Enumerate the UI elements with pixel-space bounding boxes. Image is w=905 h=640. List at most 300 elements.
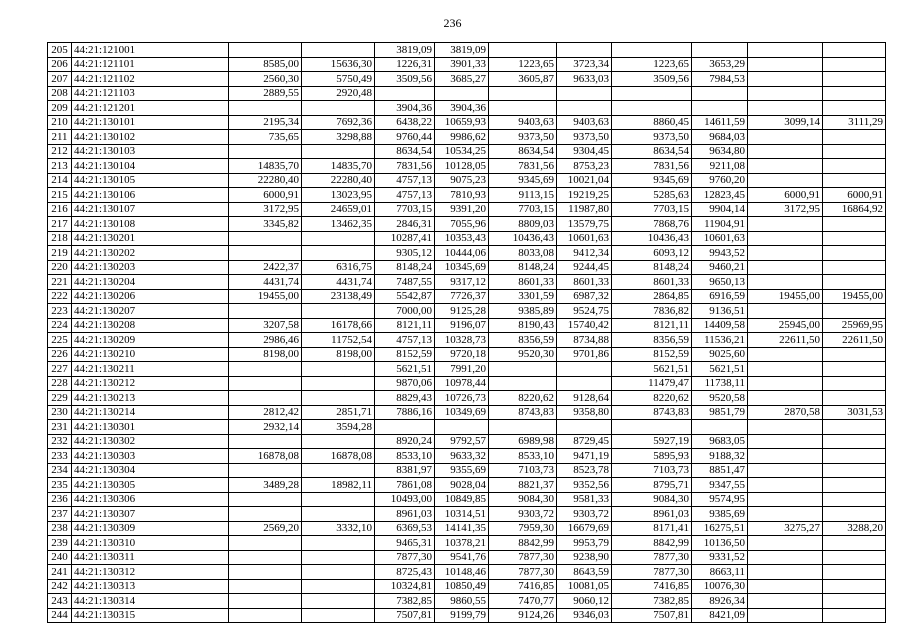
value-cell: 8356,59 [489, 333, 557, 348]
value-cell: 3111,29 [823, 115, 886, 130]
value-cell: 7103,73 [489, 463, 557, 478]
table-row [48, 246, 886, 261]
value-cell [823, 565, 886, 580]
value-cell [489, 86, 557, 101]
value-cell: 3819,09 [375, 43, 435, 58]
value-cell: 9345,69 [489, 173, 557, 188]
value-cell: 18982,11 [302, 478, 375, 493]
value-cell: 9471,19 [557, 449, 612, 464]
row-number-cell: 233 [48, 449, 72, 464]
value-cell [823, 463, 886, 478]
value-cell: 7055,96 [435, 217, 489, 232]
value-cell: 5542,87 [375, 289, 435, 304]
row-number-cell: 228 [48, 376, 72, 391]
value-cell: 8533,10 [489, 449, 557, 464]
value-cell: 9524,75 [557, 304, 612, 319]
value-cell [229, 594, 302, 609]
value-cell [489, 420, 557, 435]
value-cell: 7861,08 [375, 478, 435, 493]
value-cell [823, 478, 886, 493]
value-cell: 10148,46 [435, 565, 489, 580]
value-cell [823, 101, 886, 116]
value-cell [823, 260, 886, 275]
value-cell: 7877,30 [375, 550, 435, 565]
value-cell: 9304,45 [557, 144, 612, 159]
value-cell [823, 72, 886, 87]
value-cell [823, 550, 886, 565]
value-cell [229, 565, 302, 580]
cadastral-number-cell: 44:21:130101 [72, 115, 229, 130]
value-cell [302, 231, 375, 246]
table-row [48, 188, 886, 203]
value-cell: 5621,51 [375, 362, 435, 377]
value-cell: 19219,25 [557, 188, 612, 203]
row-number-cell: 221 [48, 275, 72, 290]
row-number-cell: 234 [48, 463, 72, 478]
value-cell: 7470,77 [489, 594, 557, 609]
value-cell [748, 550, 823, 565]
value-cell: 6000,91 [229, 188, 302, 203]
value-cell [748, 246, 823, 261]
row-number-cell: 231 [48, 420, 72, 435]
row-number-cell: 209 [48, 101, 72, 116]
value-cell [823, 304, 886, 319]
value-cell: 9541,76 [435, 550, 489, 565]
value-cell [489, 376, 557, 391]
value-cell: 8198,00 [302, 347, 375, 362]
value-cell: 9084,30 [489, 492, 557, 507]
table-row [48, 217, 886, 232]
value-cell [748, 159, 823, 174]
value-cell [823, 449, 886, 464]
value-cell: 4757,13 [375, 333, 435, 348]
value-cell: 9391,20 [435, 202, 489, 217]
cadastral-number-cell: 44:21:130211 [72, 362, 229, 377]
value-cell: 3275,27 [748, 521, 823, 536]
value-cell [229, 463, 302, 478]
cadastral-number-cell: 44:21:130209 [72, 333, 229, 348]
value-cell [435, 420, 489, 435]
value-cell: 10345,69 [435, 260, 489, 275]
value-cell [823, 86, 886, 101]
row-number-cell: 244 [48, 608, 72, 623]
value-cell [302, 463, 375, 478]
value-cell [748, 217, 823, 232]
table-row [48, 608, 886, 623]
value-cell: 10850,49 [435, 579, 489, 594]
cadastral-number-cell: 44:21:130203 [72, 260, 229, 275]
value-cell: 10021,04 [557, 173, 612, 188]
value-cell [229, 608, 302, 623]
value-cell [302, 144, 375, 159]
value-cell: 13462,35 [302, 217, 375, 232]
value-cell: 3819,09 [435, 43, 489, 58]
value-cell: 2851,71 [302, 405, 375, 420]
value-cell [612, 86, 692, 101]
value-cell: 9346,03 [557, 608, 612, 623]
value-cell [823, 231, 886, 246]
value-cell [748, 594, 823, 609]
value-cell: 4431,74 [229, 275, 302, 290]
value-cell [557, 362, 612, 377]
table-row [48, 376, 886, 391]
value-cell: 8171,41 [612, 521, 692, 536]
value-cell: 9303,72 [557, 507, 612, 522]
row-number-cell: 239 [48, 536, 72, 551]
table-row [48, 260, 886, 275]
table-row [48, 463, 886, 478]
value-cell: 6000,91 [748, 188, 823, 203]
value-cell: 8725,43 [375, 565, 435, 580]
value-cell: 10081,05 [557, 579, 612, 594]
value-cell: 4757,13 [375, 188, 435, 203]
value-cell: 10849,85 [435, 492, 489, 507]
row-number-cell: 219 [48, 246, 72, 261]
row-number-cell: 213 [48, 159, 72, 174]
value-cell: 10534,25 [435, 144, 489, 159]
value-cell: 25969,95 [823, 318, 886, 333]
value-cell [229, 362, 302, 377]
value-cell: 8220,62 [489, 391, 557, 406]
value-cell [823, 130, 886, 145]
value-cell [748, 260, 823, 275]
value-cell [748, 57, 823, 72]
row-number-cell: 212 [48, 144, 72, 159]
value-cell: 2846,31 [375, 217, 435, 232]
value-cell [748, 536, 823, 551]
value-cell: 3172,95 [229, 202, 302, 217]
value-cell: 2422,37 [229, 260, 302, 275]
value-cell: 8198,00 [229, 347, 302, 362]
value-cell: 9574,95 [692, 492, 748, 507]
value-cell: 5621,51 [612, 362, 692, 377]
value-cell: 8961,03 [375, 507, 435, 522]
row-number-cell: 237 [48, 507, 72, 522]
value-cell: 8033,08 [489, 246, 557, 261]
value-cell: 10444,06 [435, 246, 489, 261]
value-cell [823, 594, 886, 609]
value-cell: 3904,36 [375, 101, 435, 116]
value-cell: 9355,69 [435, 463, 489, 478]
value-cell: 6369,53 [375, 521, 435, 536]
row-number-cell: 220 [48, 260, 72, 275]
table-row [48, 173, 886, 188]
value-cell: 8743,83 [489, 405, 557, 420]
value-cell: 9125,28 [435, 304, 489, 319]
value-cell: 10493,00 [375, 492, 435, 507]
value-cell [229, 43, 302, 58]
cadastral-number-cell: 44:21:130301 [72, 420, 229, 435]
value-cell: 25945,00 [748, 318, 823, 333]
value-cell: 9188,32 [692, 449, 748, 464]
row-number-cell: 205 [48, 43, 72, 58]
value-cell [692, 420, 748, 435]
cadastral-number-cell: 44:21:130303 [72, 449, 229, 464]
value-cell: 7703,15 [612, 202, 692, 217]
value-cell [612, 43, 692, 58]
value-cell: 2195,34 [229, 115, 302, 130]
value-cell: 7382,85 [612, 594, 692, 609]
value-cell [229, 376, 302, 391]
value-cell [748, 579, 823, 594]
value-cell: 14409,58 [692, 318, 748, 333]
value-cell: 2932,14 [229, 420, 302, 435]
cadastral-number-cell: 44:21:130104 [72, 159, 229, 174]
row-number-cell: 210 [48, 115, 72, 130]
value-cell: 7877,30 [612, 565, 692, 580]
value-cell [375, 86, 435, 101]
value-cell: 3288,20 [823, 521, 886, 536]
cadastral-number-cell: 44:21:130310 [72, 536, 229, 551]
value-cell [748, 391, 823, 406]
value-cell: 10287,41 [375, 231, 435, 246]
value-cell: 9986,62 [435, 130, 489, 145]
value-cell: 8842,99 [489, 536, 557, 551]
value-cell: 8601,33 [489, 275, 557, 290]
value-cell: 14835,70 [302, 159, 375, 174]
cadastral-number-cell: 44:21:121103 [72, 86, 229, 101]
value-cell [748, 449, 823, 464]
value-cell: 8634,54 [489, 144, 557, 159]
value-cell [823, 507, 886, 522]
value-cell: 23138,49 [302, 289, 375, 304]
value-cell: 8585,00 [229, 57, 302, 72]
value-cell: 9403,63 [557, 115, 612, 130]
row-number-cell: 217 [48, 217, 72, 232]
value-cell [302, 507, 375, 522]
table-row [48, 449, 886, 464]
value-cell [557, 86, 612, 101]
value-cell: 7831,56 [375, 159, 435, 174]
value-cell [229, 246, 302, 261]
value-cell [748, 43, 823, 58]
value-cell: 2569,20 [229, 521, 302, 536]
value-cell: 9317,12 [435, 275, 489, 290]
value-cell: 9028,04 [435, 478, 489, 493]
value-cell [302, 492, 375, 507]
value-cell: 10659,93 [435, 115, 489, 130]
value-cell: 8920,24 [375, 434, 435, 449]
table-row [48, 579, 886, 594]
value-cell [823, 173, 886, 188]
value-cell [823, 391, 886, 406]
value-cell: 735,65 [229, 130, 302, 145]
value-cell: 2864,85 [612, 289, 692, 304]
value-cell: 6000,91 [823, 188, 886, 203]
table-row [48, 594, 886, 609]
value-cell: 9373,50 [557, 130, 612, 145]
row-number-cell: 211 [48, 130, 72, 145]
table-row [48, 362, 886, 377]
cadastral-number-cell: 44:21:130305 [72, 478, 229, 493]
value-cell [229, 434, 302, 449]
table-row [48, 289, 886, 304]
value-cell [302, 608, 375, 623]
value-cell: 10136,50 [692, 536, 748, 551]
value-cell: 14611,59 [692, 115, 748, 130]
value-cell: 9520,30 [489, 347, 557, 362]
cadastral-number-cell: 44:21:130208 [72, 318, 229, 333]
value-cell: 8523,78 [557, 463, 612, 478]
cadastral-number-cell: 44:21:130309 [72, 521, 229, 536]
row-number-cell: 215 [48, 188, 72, 203]
row-number-cell: 225 [48, 333, 72, 348]
value-cell: 8148,24 [489, 260, 557, 275]
page-number: 236 [443, 16, 462, 30]
value-cell: 16679,69 [557, 521, 612, 536]
value-cell: 7692,36 [302, 115, 375, 130]
cadastral-number-cell: 44:21:121201 [72, 101, 229, 116]
table-row [48, 333, 886, 348]
value-cell [823, 57, 886, 72]
value-cell: 7703,15 [489, 202, 557, 217]
value-cell: 2812,42 [229, 405, 302, 420]
value-cell [302, 594, 375, 609]
value-cell [435, 86, 489, 101]
value-cell: 7382,85 [375, 594, 435, 609]
cadastral-number-cell: 44:21:130213 [72, 391, 229, 406]
value-cell: 1226,31 [375, 57, 435, 72]
value-cell: 9581,33 [557, 492, 612, 507]
value-cell: 3489,28 [229, 478, 302, 493]
value-cell: 7886,16 [375, 405, 435, 420]
table-row [48, 115, 886, 130]
value-cell [823, 434, 886, 449]
value-cell [557, 420, 612, 435]
value-cell: 8121,11 [375, 318, 435, 333]
table-row [48, 130, 886, 145]
table-row [48, 434, 886, 449]
cadastral-number-cell: 44:21:130311 [72, 550, 229, 565]
value-cell: 9412,34 [557, 246, 612, 261]
value-cell [229, 550, 302, 565]
table-row [48, 101, 886, 116]
value-cell [748, 86, 823, 101]
value-cell: 10076,30 [692, 579, 748, 594]
value-cell [692, 86, 748, 101]
value-cell: 8381,97 [375, 463, 435, 478]
value-cell [302, 391, 375, 406]
value-cell: 9684,03 [692, 130, 748, 145]
table-row [48, 304, 886, 319]
value-cell: 9385,69 [692, 507, 748, 522]
cadastral-number-cell: 44:21:130201 [72, 231, 229, 246]
value-cell: 11752,54 [302, 333, 375, 348]
value-cell [748, 130, 823, 145]
value-cell: 16864,92 [823, 202, 886, 217]
value-cell: 7416,85 [612, 579, 692, 594]
value-cell: 8601,33 [612, 275, 692, 290]
value-cell: 9760,44 [375, 130, 435, 145]
value-cell [823, 246, 886, 261]
value-cell: 10436,43 [612, 231, 692, 246]
value-cell [302, 376, 375, 391]
cadastral-number-cell: 44:21:121001 [72, 43, 229, 58]
value-cell: 8190,43 [489, 318, 557, 333]
value-cell: 9238,90 [557, 550, 612, 565]
value-cell: 9373,50 [612, 130, 692, 145]
value-cell: 8152,59 [612, 347, 692, 362]
table-row [48, 478, 886, 493]
value-cell: 7507,81 [375, 608, 435, 623]
value-cell: 22280,40 [229, 173, 302, 188]
value-cell [229, 579, 302, 594]
value-cell: 8152,59 [375, 347, 435, 362]
value-cell [748, 608, 823, 623]
value-cell: 7877,30 [489, 565, 557, 580]
value-cell: 9403,63 [489, 115, 557, 130]
value-cell: 22611,50 [823, 333, 886, 348]
row-number-cell: 208 [48, 86, 72, 101]
value-cell: 9303,72 [489, 507, 557, 522]
value-cell [229, 391, 302, 406]
table-row [48, 521, 886, 536]
value-cell: 9345,69 [612, 173, 692, 188]
row-number-cell: 207 [48, 72, 72, 87]
cadastral-number-cell: 44:21:130212 [72, 376, 229, 391]
value-cell: 7831,56 [489, 159, 557, 174]
value-cell: 11738,11 [692, 376, 748, 391]
table-row [48, 565, 886, 580]
value-cell: 14141,35 [435, 521, 489, 536]
table-row [48, 202, 886, 217]
value-cell: 2560,30 [229, 72, 302, 87]
value-cell: 3031,53 [823, 405, 886, 420]
value-cell [823, 362, 886, 377]
cadastral-number-cell: 44:21:130214 [72, 405, 229, 420]
value-cell: 8809,03 [489, 217, 557, 232]
value-cell: 5927,19 [612, 434, 692, 449]
value-cell: 5285,63 [612, 188, 692, 203]
row-number-cell: 230 [48, 405, 72, 420]
row-number-cell: 235 [48, 478, 72, 493]
table-row [48, 550, 886, 565]
value-cell: 10978,44 [435, 376, 489, 391]
value-cell [489, 43, 557, 58]
value-cell [302, 362, 375, 377]
value-cell: 9860,55 [435, 594, 489, 609]
value-cell: 1223,65 [489, 57, 557, 72]
value-cell: 9953,79 [557, 536, 612, 551]
value-cell: 7991,20 [435, 362, 489, 377]
value-cell [748, 173, 823, 188]
row-number-cell: 243 [48, 594, 72, 609]
value-cell [692, 43, 748, 58]
value-cell [302, 43, 375, 58]
value-cell: 9352,56 [557, 478, 612, 493]
row-number-cell: 227 [48, 362, 72, 377]
value-cell: 8795,71 [612, 478, 692, 493]
value-cell [748, 362, 823, 377]
value-cell [302, 246, 375, 261]
cadastral-number-cell: 44:21:130107 [72, 202, 229, 217]
row-number-cell: 214 [48, 173, 72, 188]
value-cell: 8734,88 [557, 333, 612, 348]
value-cell: 15740,42 [557, 318, 612, 333]
value-cell: 7831,56 [612, 159, 692, 174]
value-cell: 9358,80 [557, 405, 612, 420]
value-cell: 9650,13 [692, 275, 748, 290]
value-cell: 7868,76 [612, 217, 692, 232]
value-cell [302, 565, 375, 580]
cadastral-number-cell: 44:21:130206 [72, 289, 229, 304]
value-cell: 9084,30 [612, 492, 692, 507]
value-cell: 8220,62 [612, 391, 692, 406]
value-cell [612, 101, 692, 116]
value-cell: 3172,95 [748, 202, 823, 217]
value-cell: 9683,05 [692, 434, 748, 449]
table-row [48, 159, 886, 174]
